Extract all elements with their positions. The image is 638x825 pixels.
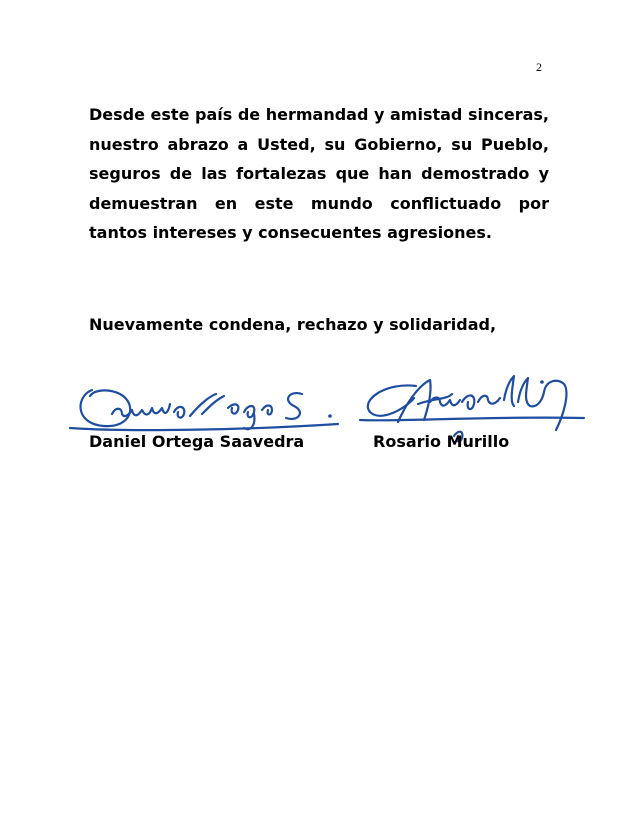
- signature-daniel-ortega: [66, 374, 346, 438]
- signatory-name-right: Rosario Murillo: [373, 432, 510, 451]
- closing-line: Nuevamente condena, rechazo y solidaridad,: [89, 315, 497, 334]
- page-number: 2: [536, 60, 542, 74]
- signatory-name-left: Daniel Ortega Saavedra: [89, 432, 305, 451]
- body-paragraph: Desde este país de hermandad y amistad sinceras, nuestro abrazo a Usted, su Gobierno, su Pueblo, seguros de las fortalezas que han demostrado y demuestran en este mundo conflictuado por tantos intereses y consecuentes agresiones.: [89, 105, 549, 243]
